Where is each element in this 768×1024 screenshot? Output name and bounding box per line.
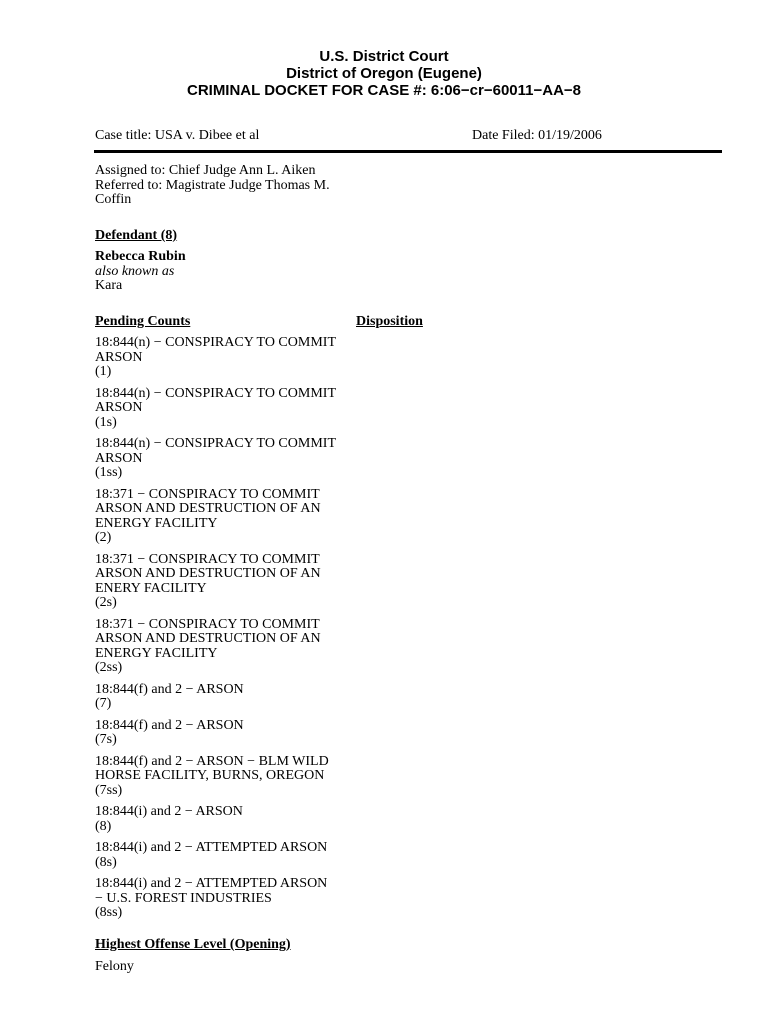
count-number: (1ss) [95,465,123,480]
count-charge: 18:844(f) and 2 − ARSON [95,717,244,733]
pending-counts-list [95,336,345,928]
count-item [95,387,345,431]
count-charge: 18:844(n) − CONSIPRACY TO COMMIT ARSON [95,436,336,466]
count-item [95,719,345,748]
count-number: (1s) [95,414,117,430]
count-item [95,553,345,611]
docket-header [0,48,768,99]
count-charge: 18:844(n) − CONSPIRACY TO COMMIT ARSON [95,335,336,365]
defendant-name: Rebecca Rubin [95,249,186,264]
count-charge: 18:844(n) − CONSPIRACY TO COMMIT ARSON [95,385,336,415]
count-item [95,437,345,481]
count-item [95,841,345,870]
aka-label: also known as [95,263,175,279]
count-charge: 18:844(i) and 2 − ATTEMPTED ARSON [95,840,328,855]
defendant-alias: Kara [95,278,123,293]
pending-counts-heading-text: Pending Counts [95,314,191,329]
offense-heading-text: Highest Offense Level (Opening) [95,937,291,952]
count-number: (2) [95,530,112,545]
case-title: Case title: USA v. Dibee et al [95,128,260,143]
date-filed: Date Filed: 01/19/2006 [472,128,602,143]
count-item [95,755,345,799]
count-item [95,683,345,712]
count-charge: 18:844(i) and 2 − ATTEMPTED ARSON − U.S. FOREST INDUSTRIES [95,876,328,906]
docket-title: CRIMINAL DOCKET FOR CASE #: 6:06−cr−60011−AA−8 [186,82,582,99]
assignment-block [95,164,330,208]
referred-judge-line2: Coffin [95,192,132,207]
disposition-heading-text: Disposition [356,314,423,329]
count-number: (2s) [95,595,117,610]
count-item [95,805,345,834]
defendant-block [95,250,186,294]
offense-heading [95,938,291,953]
defendant-heading [95,229,177,244]
count-number: (7ss) [95,782,123,798]
count-number: (2ss) [95,660,123,675]
count-item [95,877,345,921]
count-item [95,618,345,676]
district-name: District of Oregon (Eugene) [286,65,482,82]
count-charge: 18:844(f) and 2 − ARSON − BLM WILD HORSE FACILITY, BURNS, OREGON [95,753,329,783]
count-number: (7s) [95,732,117,747]
count-item [95,336,345,380]
count-charge: 18:371 − CONSPIRACY TO COMMIT ARSON AND DESTRUCTION OF AN ENERGY FACILITY [95,486,321,531]
header-divider [94,150,722,153]
disposition-heading [356,315,423,330]
offense-level: Felony [95,959,134,974]
count-number: (1) [95,364,112,379]
defendant-heading-text: Defendant (8) [95,228,178,243]
count-number: (8) [95,818,112,834]
count-number: (8s) [95,854,117,870]
assigned-judge: Assigned to: Chief Judge Ann L. Aiken [95,163,316,178]
count-item [95,488,345,546]
pending-counts-heading [95,315,190,330]
count-charge: 18:371 − CONSPIRACY TO COMMIT ARSON AND DESTRUCTION OF AN ENERY FACILITY [95,551,321,596]
count-charge: 18:371 − CONSPIRACY TO COMMIT ARSON AND DESTRUCTION OF AN ENERGY FACILITY [95,616,321,661]
court-name: U.S. District Court [319,48,449,65]
count-number: (7) [95,696,112,711]
count-charge: 18:844(f) and 2 − ARSON [95,681,244,697]
count-number: (8ss) [95,905,123,920]
count-charge: 18:844(i) and 2 − ARSON [95,804,243,819]
referred-judge-line1: Referred to: Magistrate Judge Thomas M. [95,177,330,193]
